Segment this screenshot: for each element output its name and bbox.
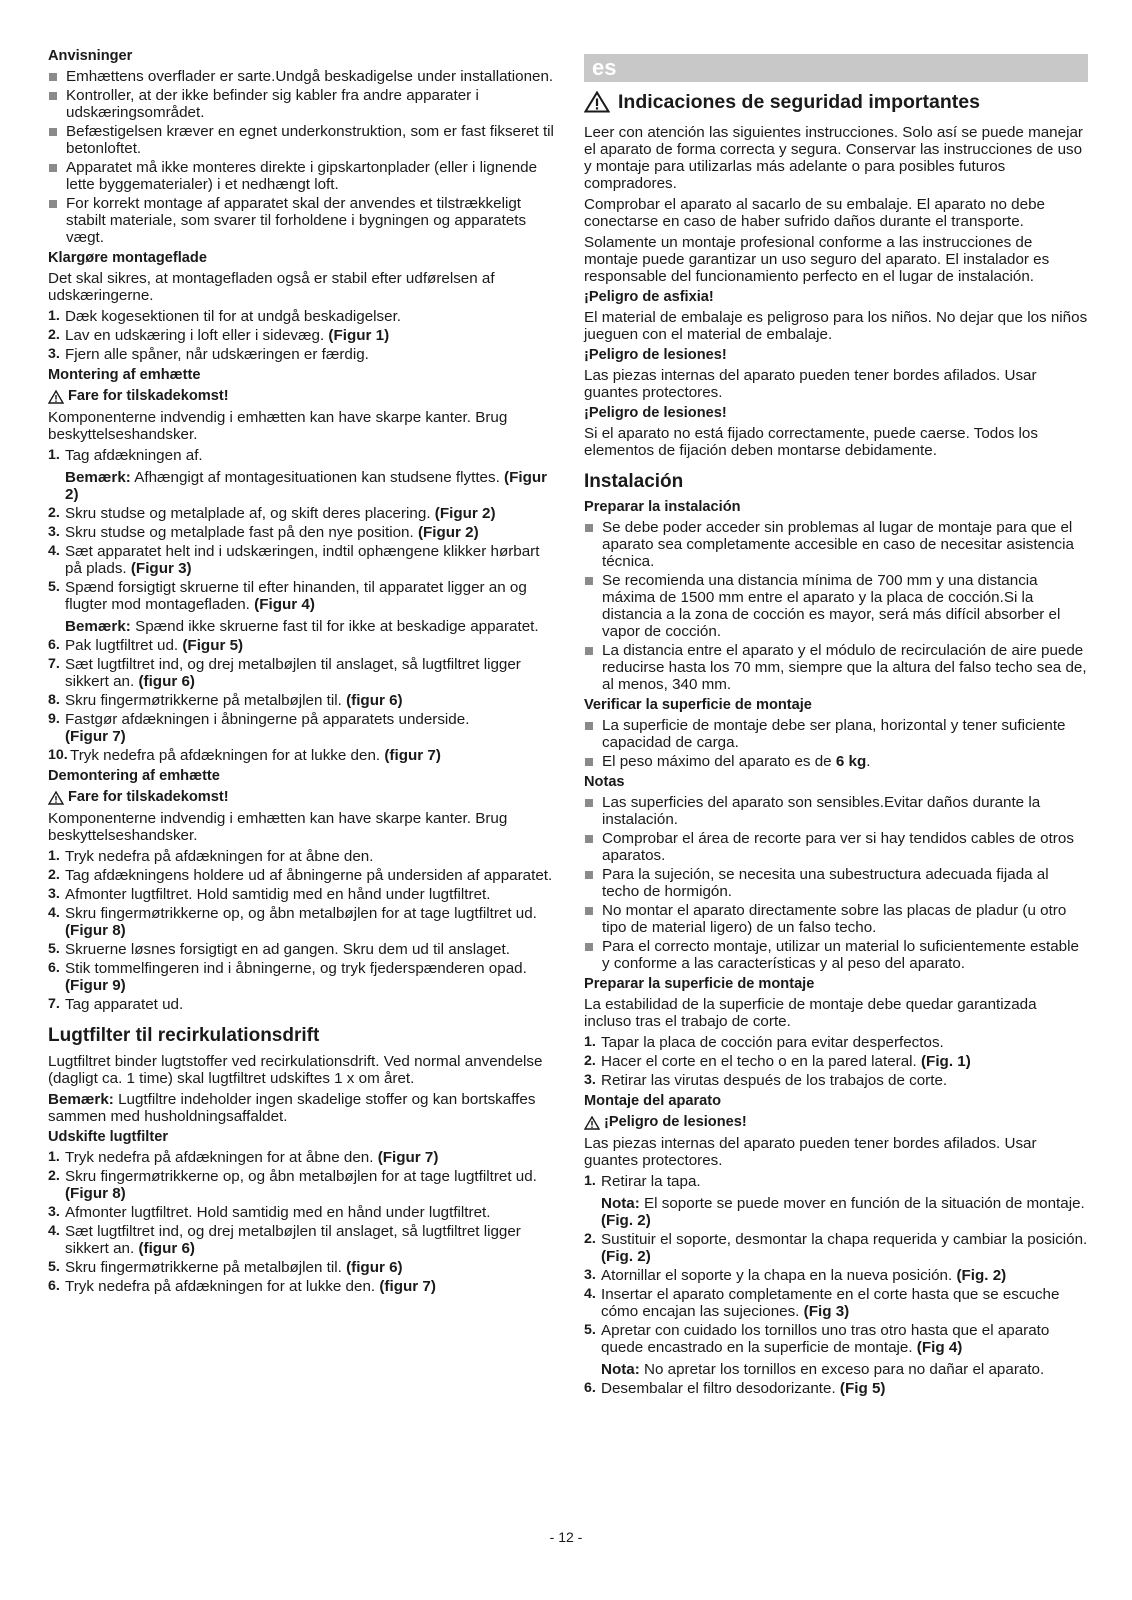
right-column: [584, 54, 1088, 1401]
note: Bemærk: Spænd ikke skruerne fast til for ikke at beskadige apparatet.: [65, 618, 539, 635]
square-bullet-icon: [585, 835, 593, 843]
list-item: 6. Desembalar el filtro desodorizante. (Fig 5): [584, 1380, 886, 1397]
superficie-steps: [584, 1034, 1088, 1089]
square-bullet-icon: [49, 73, 57, 81]
note: Bemærk: Lugtfiltre indeholder ingen skadelige stoffer og kan bortskaffes sammen med husholdningsaffaldet.: [48, 1091, 536, 1125]
list-item: 5. Spænd forsigtigt skruerne til efter hinanden, til apparatet ligger an og flugter mod montagefladen. (Figur 4) Bemærk: Spænd ikke skruerne fast til for ikke at beskadige apparatet.: [48, 579, 558, 635]
list-item: 2. Hacer el corte en el techo o en la pared lateral. (Fig. 1): [584, 1053, 971, 1070]
section-heading-superficie: Preparar la superficie de montaje: [584, 976, 815, 992]
list-item: 10. Tryk nedefra på afdækningen for at lukke den. (figur 7): [48, 747, 441, 764]
list-item: La superficie de montaje debe ser plana, horizontal y tener suficiente capacidad de carga.: [584, 717, 1088, 751]
section-heading-notas: Notas: [584, 774, 625, 790]
square-bullet-icon: [49, 92, 57, 100]
paragraph: Comprobar el aparato al sacarlo de su embalaje. El aparato no debe conectarse en caso de haber sufrido daños durante el transporte.: [584, 196, 1045, 230]
section-heading-verificar: Verificar la superficie de montaje: [584, 697, 812, 713]
paragraph: Komponenterne indvendig i emhætten kan have skarpe kanter. Brug beskyttelseshandsker.: [48, 409, 508, 443]
section-heading-demontering: Demontering af emhætte: [48, 768, 220, 784]
list-item: 5. Skruerne løsnes forsigtigt en ad gangen. Skru dem ud til anslaget.: [48, 941, 510, 958]
section-heading-klargore: Klargøre montageflade: [48, 250, 207, 266]
list-item: 3. Afmonter lugtfiltret. Hold samtidig med en hånd under lugtfiltret.: [48, 1204, 491, 1221]
list-item: 3. Fjern alle spåner, når udskæringen er færdig.: [48, 346, 369, 363]
list-item: 1. Tag afdækningen af. Bemærk: Afhængigt af montagesituationen kan studsene flyttes. (Figur 2): [48, 447, 558, 503]
list-item: La distancia entre el aparato y el módulo de recirculación de aire puede reducirse hasta los 70 mm, siempre que la altura del falso techo sea de, al menos, 340 mm.: [584, 642, 1088, 693]
list-item: 1. Tapar la placa de cocción para evitar desperfectos.: [584, 1034, 944, 1051]
list-item: 7. Tag apparatet ud.: [48, 996, 184, 1013]
paragraph: Solamente un montaje profesional conforme a las instrucciones de montaje puede garantizar un uso seguro del aparato. El instalador es responsable del funcionamiento perfecto en el lugar de instalación.: [584, 234, 1050, 285]
list-item: 1. Dæk kogesektionen til for at undgå beskadigelser.: [48, 308, 402, 325]
square-bullet-icon: [585, 943, 593, 951]
montaje-steps: [584, 1173, 1088, 1397]
warning-triangle-icon: [48, 390, 64, 404]
square-bullet-icon: [49, 128, 57, 136]
list-item: No montar el aparato directamente sobre las placas de pladur (u otro tipo de material ligero) de un falso techo.: [584, 902, 1088, 936]
warning-heading: ¡Peligro de asfixia!: [584, 289, 714, 305]
section-heading-preparar: Preparar la instalación: [584, 499, 741, 515]
section-title-instalacion: Instalación: [584, 471, 684, 492]
list-item: Para el correcto montaje, utilizar un material lo suficientemente estable y conforme a las características y al peso del aparato.: [584, 938, 1088, 972]
warning-heading: ¡Peligro de lesiones!: [584, 347, 727, 363]
paragraph: Las piezas internas del aparato pueden tener bordes afilados. Usar guantes protectores.: [584, 367, 1037, 401]
list-item: 5. Skru fingermøtrikkerne på metalbøjlen til. (figur 6): [48, 1259, 403, 1276]
list-item: Se recomienda una distancia mínima de 700 mm y una distancia máxima de 1500 mm entre el aparato y la placa de cocción.Si la distancia a la zona de cocción es mayor, será más difícil absorber el vapor de cocción.: [584, 572, 1088, 640]
list-item: Emhættens overflader er sarte.Undgå beskadigelse under installationen.: [48, 68, 558, 85]
section-heading-montaje: Montaje del aparato: [584, 1093, 722, 1109]
square-bullet-icon: [585, 647, 593, 655]
square-bullet-icon: [585, 871, 593, 879]
square-bullet-icon: [585, 799, 593, 807]
list-item: 4. Skru fingermøtrikkerne op, og åbn metalbøjlen for at tage lugtfiltret ud. (Figur 8): [48, 905, 537, 939]
list-item: 7. Sæt lugtfiltret ind, og drej metalbøjlen til anslaget, så lugtfiltret ligger sikkert an. (figur 6): [48, 656, 521, 690]
list-item: Se debe poder acceder sin problemas al lugar de montaje para que el aparato sea completamente accesible en caso de necesitar asistencia técnica.: [584, 519, 1088, 570]
section-heading-anvisninger: Anvisninger: [48, 48, 133, 64]
paragraph: El material de embalaje es peligroso para los niños. No dejar que los niños jueguen con el material de embalaje.: [584, 309, 1088, 343]
note: Nota: No apretar los tornillos en exceso para no dañar el aparato.: [601, 1361, 1045, 1378]
list-item: 8. Skru fingermøtrikkerne på metalbøjlen til. (figur 6): [48, 692, 403, 709]
list-item: For korrekt montage af apparatet skal der anvendes et tilstrækkeligt stabilt materiale, som svarer til forholdene i bygningen og apparatets vægt.: [48, 195, 558, 246]
list-item: 1. Retirar la tapa. Nota: El soporte se puede mover en función de la situación de montaje. (Fig. 2): [584, 1173, 1088, 1229]
list-item: 6. Stik tommelfingeren ind i åbningerne, og tryk fjederspænderen opad. (Figur 9): [48, 960, 527, 994]
verificar-list: [584, 717, 1088, 770]
preparar-list: [584, 519, 1088, 693]
list-item: El peso máximo del aparato es de 6 kg.: [584, 753, 1088, 770]
list-item: 1. Tryk nedefra på afdækningen for at åbne den.: [48, 848, 374, 865]
list-item: 2. Tag afdækningens holdere ud af åbningerne på undersiden af apparatet.: [48, 867, 553, 884]
warning-heading: Fare for tilskadekomst!: [48, 388, 558, 405]
klargore-steps: [48, 308, 558, 363]
list-item: 5. Apretar con cuidado los tornillos uno tras otro hasta que el aparato quede encastrado en la superficie de montaje. (Fig 4) Nota: No apretar los tornillos en exceso para no dañar el aparato.: [584, 1322, 1088, 1378]
list-item: 1. Tryk nedefra på afdækningen for at åbne den. (Figur 7): [48, 1149, 439, 1166]
list-item: 2. Skru studse og metalplade af, og skift deres placering. (Figur 2): [48, 505, 496, 522]
notas-list: [584, 794, 1088, 972]
list-item: 6. Pak lugtfiltret ud. (Figur 5): [48, 637, 244, 654]
warning-heading: ¡Peligro de lesiones!: [584, 405, 727, 421]
note: Nota: El soporte se puede mover en función de la situación de montaje. (Fig. 2): [601, 1195, 1085, 1229]
paragraph: Det skal sikres, at montagefladen også er stabil efter udførelsen af udskæringerne.: [48, 270, 495, 304]
section-title-lugtfilter: Lugtfilter til recirkulationsdrift: [48, 1025, 320, 1046]
list-item: Comprobar el área de recorte para ver si hay tendidos cables de otros aparatos.: [584, 830, 1088, 864]
section-heading-udskifte: Udskifte lugtfilter: [48, 1129, 168, 1145]
list-item: 4. Sæt lugtfiltret ind, og drej metalbøjlen til anslaget, så lugtfiltret ligger sikkert an. (figur 6): [48, 1223, 521, 1257]
list-item: 3. Atornillar el soporte y la chapa en la nueva posición. (Fig. 2): [584, 1267, 1007, 1284]
montering-steps: [48, 447, 558, 764]
paragraph: La estabilidad de la superficie de montaje debe quedar garantizada incluso tras el trabajo de corte.: [584, 996, 1037, 1030]
warning-heading: Fare for tilskadekomst!: [48, 789, 558, 806]
paragraph: Las piezas internas del aparato pueden tener bordes afilados. Usar guantes protectores.: [584, 1135, 1037, 1169]
list-item: Kontroller, at der ikke befinder sig kabler fra andre apparater i udskæringsområdet.: [48, 87, 558, 121]
page-number: - 12 -: [549, 1529, 583, 1545]
list-item: 2. Lav en udskæring i loft eller i sidevæg. (Figur 1): [48, 327, 390, 344]
list-item: Befæstigelsen kræver en egnet underkonstruktion, som er fast fikseret til betonloftet.: [48, 123, 558, 157]
paragraph: Komponenterne indvendig i emhætten kan have skarpe kanter. Brug beskyttelseshandsker.: [48, 810, 508, 844]
square-bullet-icon: [585, 577, 593, 585]
list-item: 3. Retirar las virutas después de los trabajos de corte.: [584, 1072, 948, 1089]
page-title: Indicaciones de seguridad importantes: [584, 90, 1088, 114]
language-bar: es: [584, 54, 1088, 82]
section-heading-montering: Montering af emhætte: [48, 367, 201, 383]
list-item: 9. Fastgør afdækningen i åbningerne på apparatets underside. (Figur 7): [48, 711, 470, 745]
list-item: Las superficies del aparato son sensibles.Evitar daños durante la instalación.: [584, 794, 1088, 828]
paragraph: Leer con atención las siguientes instrucciones. Solo así se puede manejar el aparato de forma correcta y segura. Conservar las instrucciones de uso y montaje para utilizarlas más adelante o para posibles futuros compradores.: [584, 124, 1083, 192]
warning-triangle-icon: [584, 91, 610, 113]
left-column: [48, 48, 558, 1299]
square-bullet-icon: [49, 200, 57, 208]
anvisninger-list: [48, 68, 558, 246]
list-item: Apparatet må ikke monteres direkte i gipskartonplader (eller i lignende lette byggematerialer) i et nedhængt loft.: [48, 159, 558, 193]
list-item: 4. Insertar el aparato completamente en el corte hasta que se escuche cómo encajan las sujeciones. (Fig 3): [584, 1286, 1060, 1320]
warning-heading: ¡Peligro de lesiones!: [584, 1114, 1088, 1131]
paragraph: Si el aparato no está fijado correctamente, puede caerse. Todos los elementos de fijación deben montarse debidamente.: [584, 425, 1038, 459]
warning-triangle-icon: [48, 791, 64, 805]
square-bullet-icon: [585, 524, 593, 532]
list-item: 4. Sæt apparatet helt ind i udskæringen, indtil ophængene klikker hørbart på plads. (Figur 3): [48, 543, 540, 577]
list-item: 2. Sustituir el soporte, desmontar la chapa requerida y cambiar la posición. (Fig. 2): [584, 1231, 1088, 1265]
square-bullet-icon: [49, 164, 57, 172]
list-item: 3. Afmonter lugtfiltret. Hold samtidig med en hånd under lugtfiltret.: [48, 886, 491, 903]
square-bullet-icon: [585, 758, 593, 766]
demontering-steps: [48, 848, 558, 1013]
note: Bemærk: Afhængigt af montagesituationen kan studsene flyttes. (Figur 2): [65, 469, 548, 503]
square-bullet-icon: [585, 722, 593, 730]
list-item: Para la sujeción, se necesita una subestructura adecuada fijada al techo de hormigón.: [584, 866, 1088, 900]
list-item: 3. Skru studse og metalplade fast på den nye position. (Figur 2): [48, 524, 479, 541]
list-item: 6. Tryk nedefra på afdækningen for at lukke den. (figur 7): [48, 1278, 436, 1295]
paragraph: Lugtfiltret binder lugtstoffer ved recirkulationsdrift. Ved normal anvendelse (dagligt ca. 1 time) skal lugtfiltret udskiftes 1 x om året.: [48, 1053, 543, 1087]
warning-triangle-icon: [584, 1116, 600, 1130]
square-bullet-icon: [585, 907, 593, 915]
udskifte-steps: [48, 1149, 558, 1295]
list-item: 2. Skru fingermøtrikkerne op, og åbn metalbøjlen for at tage lugtfiltret ud. (Figur 8): [48, 1168, 537, 1202]
